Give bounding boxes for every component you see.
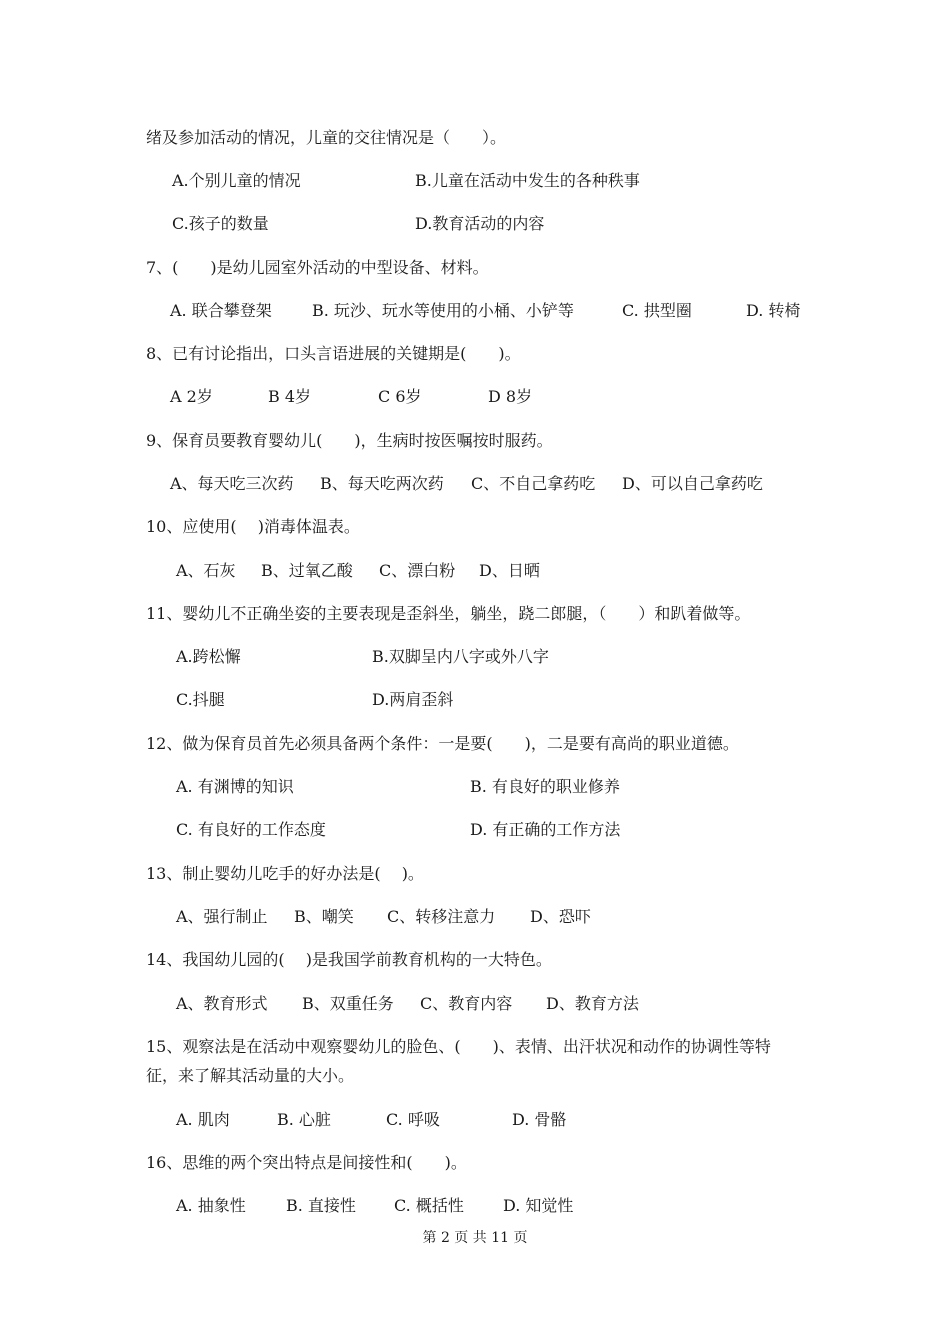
question-7-stem: 7、( )是幼儿园室外活动的中型设备、材料。 (146, 258, 489, 277)
question-7-option-c: C. 拱型圈 (622, 301, 692, 320)
question-15-option-c: C. 呼吸 (386, 1110, 440, 1129)
question-14-option-d: D、教育方法 (546, 994, 639, 1013)
question-13-option-c: C、转移注意力 (387, 907, 496, 926)
question-12-option-c: C. 有良好的工作态度 (176, 820, 326, 839)
question-8-option-d: D 8岁 (488, 387, 533, 406)
question-12-option-d: D. 有正确的工作方法 (470, 820, 621, 839)
question-10-option-b: B、过氧乙酸 (261, 561, 353, 580)
question-8-option-a: A 2岁 (170, 387, 213, 406)
question-14-option-b: B、双重任务 (302, 994, 394, 1013)
question-11-option-a: A.跨松懈 (176, 647, 241, 666)
question-11-option-b: B.双脚呈内八字或外八字 (372, 647, 549, 666)
question-16-stem: 16、思维的两个突出特点是间接性和( )。 (146, 1153, 467, 1172)
question-15-stem-line-2: 征，来了解其活动量的大小。 (146, 1066, 355, 1085)
question-11-stem: 11、婴幼儿不正确坐姿的主要表现是歪斜坐，躺坐，跷二郎腿，（ ）和趴着做等。 (146, 604, 751, 623)
question-13-option-b: B、嘲笑 (294, 907, 354, 926)
question-13-option-d: D、恐吓 (530, 907, 591, 926)
question-6-option-a: A.个别儿童的情况 (172, 171, 301, 190)
question-7-option-b: B. 玩沙、玩水等使用的小桶、小铲等 (312, 301, 574, 320)
question-10-option-c: C、漂白粉 (379, 561, 456, 580)
question-11-option-d: D.两肩歪斜 (372, 690, 454, 709)
question-13-option-a: A、强行制止 (176, 907, 268, 926)
question-9-stem: 9、保育员要教育婴幼儿( )，生病时按医嘱按时服药。 (146, 431, 553, 450)
question-7-option-a: A. 联合攀登架 (170, 301, 272, 320)
question-7-option-d: D. 转椅 (746, 301, 801, 320)
question-10-option-a: A、石灰 (176, 561, 236, 580)
question-9-option-a: A、每天吃三次药 (170, 474, 294, 493)
question-12-option-a: A. 有渊博的知识 (176, 777, 294, 796)
question-15-option-d: D. 骨骼 (512, 1110, 567, 1129)
question-10-option-d: D、日晒 (479, 561, 540, 580)
question-9-option-c: C、不自己拿药吃 (471, 474, 596, 493)
question-6-stem-continued: 绪及参加活动的情况，儿童的交往情况是（ ）。 (146, 128, 507, 147)
question-8-option-c: C 6岁 (378, 387, 422, 406)
question-14-option-c: C、教育内容 (420, 994, 513, 1013)
question-6-option-c: C.孩子的数量 (172, 214, 269, 233)
question-12-stem: 12、做为保育员首先必须具备两个条件：一是要( )，二是要有高尚的职业道德。 (146, 734, 739, 753)
question-12-option-b: B. 有良好的职业修养 (470, 777, 620, 796)
question-14-option-a: A、教育形式 (176, 994, 268, 1013)
question-6-option-b: B.儿童在活动中发生的各种秩事 (415, 171, 640, 190)
question-16-option-a: A. 抽象性 (176, 1196, 246, 1215)
question-16-option-d: D. 知觉性 (503, 1196, 574, 1215)
question-10-stem: 10、应使用( )消毒体温表。 (146, 517, 360, 536)
question-15-option-b: B. 心脏 (277, 1110, 331, 1129)
question-9-option-b: B、每天吃两次药 (320, 474, 444, 493)
question-14-stem: 14、我国幼儿园的( )是我国学前教育机构的一大特色。 (146, 950, 552, 969)
question-16-option-b: B. 直接性 (286, 1196, 356, 1215)
question-15-stem: 15、观察法是在活动中观察婴幼儿的脸色、( )、表情、出汗状况和动作的协调性等特 (146, 1037, 771, 1056)
question-9-option-d: D、可以自己拿药吃 (622, 474, 763, 493)
question-16-option-c: C. 概括性 (394, 1196, 464, 1215)
page-number-footer: 第 2 页 共 11 页 (422, 1230, 528, 1246)
question-11-option-c: C.抖腿 (176, 690, 225, 709)
question-13-stem: 13、制止婴幼儿吃手的好办法是( )。 (146, 864, 424, 883)
question-8-stem: 8、已有讨论指出，口头言语进展的关键期是( )。 (146, 344, 521, 363)
question-8-option-b: B 4岁 (268, 387, 312, 406)
question-6-option-d: D.教育活动的内容 (415, 214, 545, 233)
question-15-option-a: A. 肌肉 (176, 1110, 230, 1129)
